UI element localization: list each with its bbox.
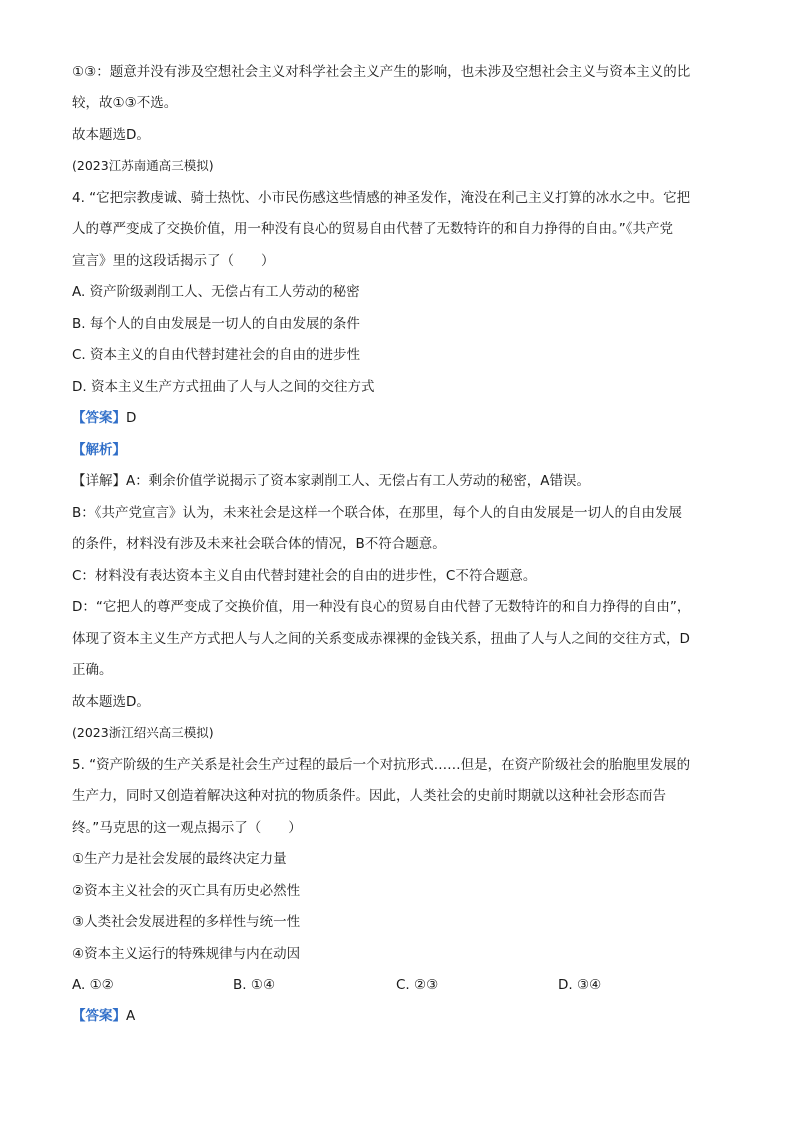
q4-answer	[72, 408, 136, 428]
q4-stem-line-1: 4. “它把宗教虔诚、骑士热忱、小市民伤感这些情感的神圣发作，淹没在利己主义打算的冰水之中。它把	[72, 190, 691, 206]
prev-conclusion: 故本题选D。	[72, 127, 150, 143]
q4-source: (2023江苏南通高三模拟)	[72, 158, 214, 173]
q5-statement-3: ③人类社会发展进程的多样性与统一性	[72, 914, 301, 930]
answer-tag: 【答案】	[72, 1008, 126, 1024]
q4-detail-b-line-1: B：《共产党宣言》认为，未来社会是这样一个联合体，在那里，每个人的自由发展是一切人的自由发展	[72, 505, 683, 521]
q4-option-b: B. 每个人的自由发展是一切人的自由发展的条件	[72, 316, 360, 332]
q4-detail-c: C：材料没有表达资本主义自由代替封建社会的自由的进步性，C不符合题意。	[72, 568, 537, 584]
q5-stem-line-3: 终。”马克思的这一观点揭示了（ ）	[72, 820, 302, 836]
q5-option-b: B. ①④	[233, 977, 276, 993]
q4-option-a: A. 资产阶级剥削工人、无偿占有工人劳动的秘密	[72, 284, 360, 300]
q4-option-d: D. 资本主义生产方式扭曲了人与人之间的交往方式	[72, 379, 375, 395]
q4-conclusion: 故本题选D。	[72, 694, 150, 710]
q5-options	[72, 975, 722, 995]
answer-tag: 【答案】	[72, 410, 126, 426]
q4-detail-d-line-2: 体现了资本主义生产方式把人与人之间的关系变成赤裸裸的金钱关系，扭曲了人与人之间的交往方式，D	[72, 631, 690, 647]
q5-source: (2023浙江绍兴高三模拟)	[72, 725, 214, 740]
q5-stem-line-1: 5. “资产阶级的生产关系是社会生产过程的最后一个对抗形式……但是，在资产阶级社会的胎胞里发展的	[72, 757, 691, 773]
q4-answer-value: D	[126, 410, 137, 426]
q4-stem-line-3: 宣言》里的这段话揭示了（ ）	[72, 253, 275, 269]
q4-detail-a: 【详解】A：剩余价值学说揭示了资本家剥削工人、无偿占有工人劳动的秘密，A错误。	[72, 473, 590, 489]
q5-option-d: D. ③④	[558, 977, 602, 993]
q5-statement-2: ②资本主义社会的灭亡具有历史必然性	[72, 883, 301, 899]
q4-analysis-heading	[72, 440, 126, 460]
q4-detail-d-line-3: 正确。	[72, 662, 113, 678]
q4-option-c: C. 资本主义的自由代替封建社会的自由的进步性	[72, 347, 361, 363]
analysis-tag: 【解析】	[72, 442, 126, 458]
q5-statement-1: ①生产力是社会发展的最终决定力量	[72, 851, 287, 867]
q4-detail-d-line-1: D：“它把人的尊严变成了交换价值，用一种没有良心的贸易自由代替了无数特许的和自力挣得的自由”，	[72, 599, 691, 615]
q5-option-a: A. ①②	[72, 977, 114, 993]
q4-stem-line-2: 人的尊严变成了交换价值，用一种没有良心的贸易自由代替了无数特许的和自力挣得的自由。”《共产党	[72, 221, 673, 237]
q5-statement-4: ④资本主义运行的特殊规律与内在动因	[72, 946, 301, 962]
prev-analysis-line-1: ①③：题意并没有涉及空想社会主义对科学社会主义产生的影响，也未涉及空想社会主义与资本主义的比	[72, 64, 691, 80]
q5-answer	[72, 1006, 135, 1026]
q5-answer-value: A	[126, 1008, 136, 1024]
q5-stem-line-2: 生产力，同时又创造着解决这种对抗的物质条件。因此，人类社会的史前时期就以这种社会形态而告	[72, 788, 666, 804]
prev-analysis-line-2: 较，故①③不选。	[72, 95, 178, 111]
q4-detail-b-line-2: 的条件，材料没有涉及未来社会联合体的情况，B不符合题意。	[72, 536, 446, 552]
q5-option-c: C. ②③	[396, 977, 439, 993]
